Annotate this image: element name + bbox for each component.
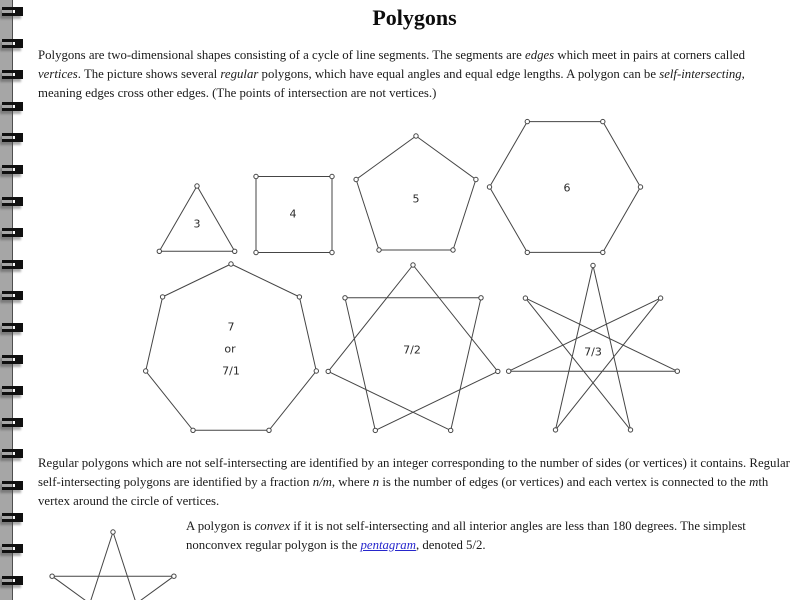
italic-text: n/m <box>312 475 332 489</box>
body-text: , denoted 5/2. <box>415 538 486 552</box>
vertex-dot <box>601 250 605 254</box>
vertex-dot <box>414 134 418 138</box>
polygon-label: 7 <box>227 320 235 334</box>
vertex-dot <box>601 119 605 123</box>
polygon-label: 7/1 <box>222 364 240 378</box>
vertex-dot <box>675 369 679 373</box>
body-text: th vertex around the circle of vertices. <box>38 475 769 508</box>
body-text: if it is not self-intersecting and all interior angles are less than 180 degrees. The simplest nonconvex regular polygon is the <box>186 519 746 552</box>
polygon-label: 3 <box>193 217 201 231</box>
italic-text: regular <box>220 67 259 81</box>
polygon-triangle <box>157 184 237 254</box>
vertex-dot <box>377 248 381 252</box>
polygon-heptagram-7-2 <box>326 263 500 433</box>
polygon-label: 7/3 <box>584 345 602 359</box>
italic-text: vertices <box>38 67 78 81</box>
body-text: A polygon is <box>186 519 255 533</box>
italic-text: n <box>372 475 380 489</box>
italic-text: self-intersecting, <box>659 67 745 81</box>
vertex-dot <box>172 574 176 578</box>
vertex-dot <box>191 428 195 432</box>
vertex-dot <box>523 296 527 300</box>
convex-paragraph <box>186 517 787 555</box>
vertex-dot <box>330 174 334 178</box>
vertex-dot <box>474 177 478 181</box>
vertex-dot <box>50 574 54 578</box>
vertex-dot <box>229 262 233 266</box>
vertex-dot <box>195 184 199 188</box>
vertex-dot <box>144 369 148 373</box>
vertex-dot <box>354 177 358 181</box>
polygon-edges <box>52 532 174 600</box>
polygon-heptagram-7-3 <box>507 263 680 432</box>
vertex-dot <box>449 428 453 432</box>
vertex-dot <box>314 369 318 373</box>
polygon-heptagon <box>144 262 319 433</box>
body-text: , where <box>331 475 373 489</box>
vertex-dot <box>373 428 377 432</box>
polygon-label: 7/2 <box>403 343 421 357</box>
pentagram-link[interactable]: pentagram <box>360 538 416 552</box>
vertex-dot <box>496 369 500 373</box>
italic-text: convex <box>254 519 291 533</box>
vertex-dot <box>628 428 632 432</box>
vertex-dot <box>233 249 237 253</box>
vertex-dot <box>254 174 258 178</box>
vertex-dot <box>553 428 557 432</box>
vertex-dot <box>267 428 271 432</box>
vertex-dot <box>591 263 595 267</box>
vertex-dot <box>525 119 529 123</box>
vertex-dot <box>326 369 330 373</box>
body-text: Polygons are two-dimensional shapes consisting of a cycle of line segments. The segments are <box>38 48 526 62</box>
vertex-dot <box>254 250 258 254</box>
vertex-dot <box>160 295 164 299</box>
vertex-dot <box>507 369 511 373</box>
page-title: Polygons <box>372 5 457 30</box>
vertex-dot <box>111 530 115 534</box>
italic-text: m <box>749 475 759 489</box>
polygon-hexagon <box>487 119 642 254</box>
intro-paragraph <box>38 46 791 103</box>
vertex-dot <box>157 249 161 253</box>
body-text: Regular polygons which are not self-intersecting are identified by an integer corresponding to the number of sides (or vertices) it contains. Regular self-intersecting polygons are identified by a fraction <box>38 456 790 489</box>
vertex-dot <box>525 250 529 254</box>
vertex-dot <box>330 250 334 254</box>
polygon-square <box>254 174 334 254</box>
vertex-dot <box>658 296 662 300</box>
vertex-dot <box>487 185 491 189</box>
polygon-pentagon <box>354 134 478 252</box>
body-text: meaning edges cross other edges. (The points of intersection are not vertices.) <box>38 86 437 100</box>
vertex-dot <box>479 296 483 300</box>
body-text: is the number of edges (or vertices) and each vertex is connected to the <box>379 475 750 489</box>
vertex-dot <box>638 185 642 189</box>
vertex-dot <box>411 263 415 267</box>
polygon-label: or <box>224 342 236 356</box>
vertex-dot <box>343 296 347 300</box>
polygon-pentagram <box>50 530 176 600</box>
body-text: which meet in pairs at corners called <box>554 48 745 62</box>
body-text: polygons, which have equal angles and equal edge lengths. A polygon can be <box>258 67 660 81</box>
body-text: . The picture shows several <box>77 67 221 81</box>
vertex-dot <box>451 248 455 252</box>
vertex-dot <box>297 295 301 299</box>
italic-text: edges <box>525 48 555 62</box>
notation-paragraph <box>38 454 791 511</box>
polygon-label: 5 <box>412 192 420 206</box>
polygon-label: 6 <box>563 181 571 195</box>
polygon-label: 4 <box>289 207 297 221</box>
